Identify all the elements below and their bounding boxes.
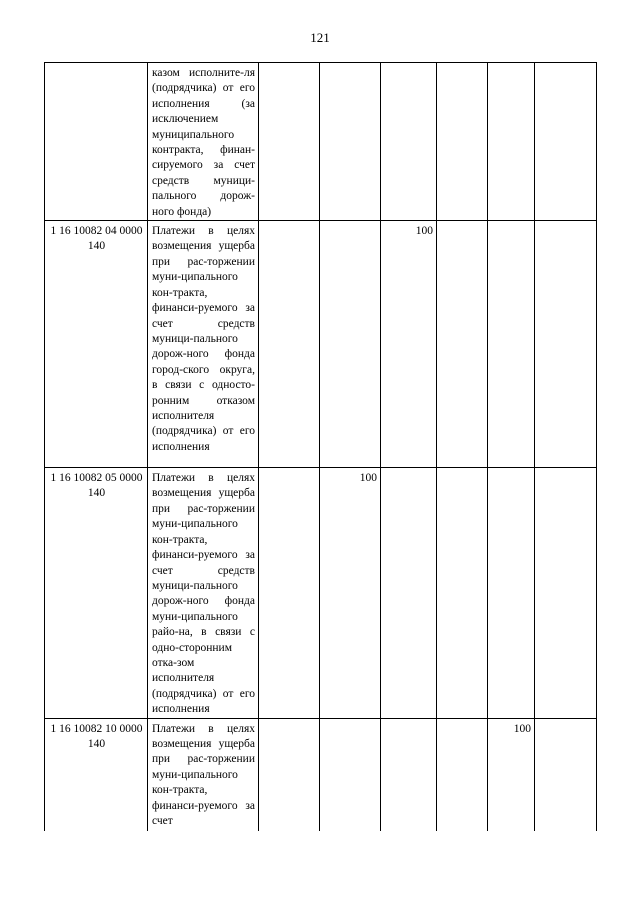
value-cell — [535, 718, 597, 831]
value-cell — [437, 718, 488, 831]
page-number: 121 — [310, 30, 330, 45]
budget-code-cell — [45, 63, 148, 221]
value-cell — [259, 63, 320, 221]
description-cell: казом исполните-ля (подрядчика) от его исполнения (за исключением муниципального контракта, финан-сируемого за счет средств муници-пального дорож-ного фонда) — [148, 63, 259, 221]
value-cell — [437, 63, 488, 221]
value-cell — [320, 718, 381, 831]
value-cell — [259, 468, 320, 719]
value-cell — [437, 221, 488, 468]
budget-code-cell: 1 16 10082 10 0000 140 — [45, 718, 148, 831]
table-row — [45, 63, 597, 221]
description-cell: Платежи в целях возмещения ущерба при рас-торжении муни-ципального кон-тракта, финанси-руемого за счет средств муници-пального дорож-ного фонда муни-ципального райо-на, в связи с одно-сторонним отка-зом исполнителя (подрядчика) от его исполнения — [148, 468, 259, 719]
table-row — [45, 468, 597, 719]
value-cell — [437, 468, 488, 719]
value-cell — [535, 63, 597, 221]
value-cell — [488, 468, 535, 719]
value-cell — [381, 468, 437, 719]
table-row — [45, 221, 597, 468]
description-cell: Платежи в целях возмещения ущерба при рас-торжении муни-ципального кон-тракта, финанси-руемого за счет — [148, 718, 259, 831]
value-cell: 100 — [320, 468, 381, 719]
value-cell — [381, 63, 437, 221]
table-row — [45, 718, 597, 831]
value-cell — [488, 221, 535, 468]
value-cell — [320, 221, 381, 468]
value-cell — [320, 63, 381, 221]
budget-code-cell: 1 16 10082 05 0000 140 — [45, 468, 148, 719]
value-cell — [535, 468, 597, 719]
revenue-table — [44, 62, 597, 831]
value-cell: 100 — [488, 718, 535, 831]
value-cell — [259, 718, 320, 831]
value-cell: 100 — [381, 221, 437, 468]
value-cell — [535, 221, 597, 468]
budget-code-cell: 1 16 10082 04 0000 140 — [45, 221, 148, 468]
value-cell — [381, 718, 437, 831]
description-cell: Платежи в целях возмещения ущерба при рас-торжении муни-ципального кон-тракта, финанси-руемого за счет средств муници-пального дорож-ного фонда город-ского округа, в связи с односто-ронним отказом исполнителя (подрядчика) от его исполнения — [148, 221, 259, 468]
value-cell — [259, 221, 320, 468]
value-cell — [488, 63, 535, 221]
